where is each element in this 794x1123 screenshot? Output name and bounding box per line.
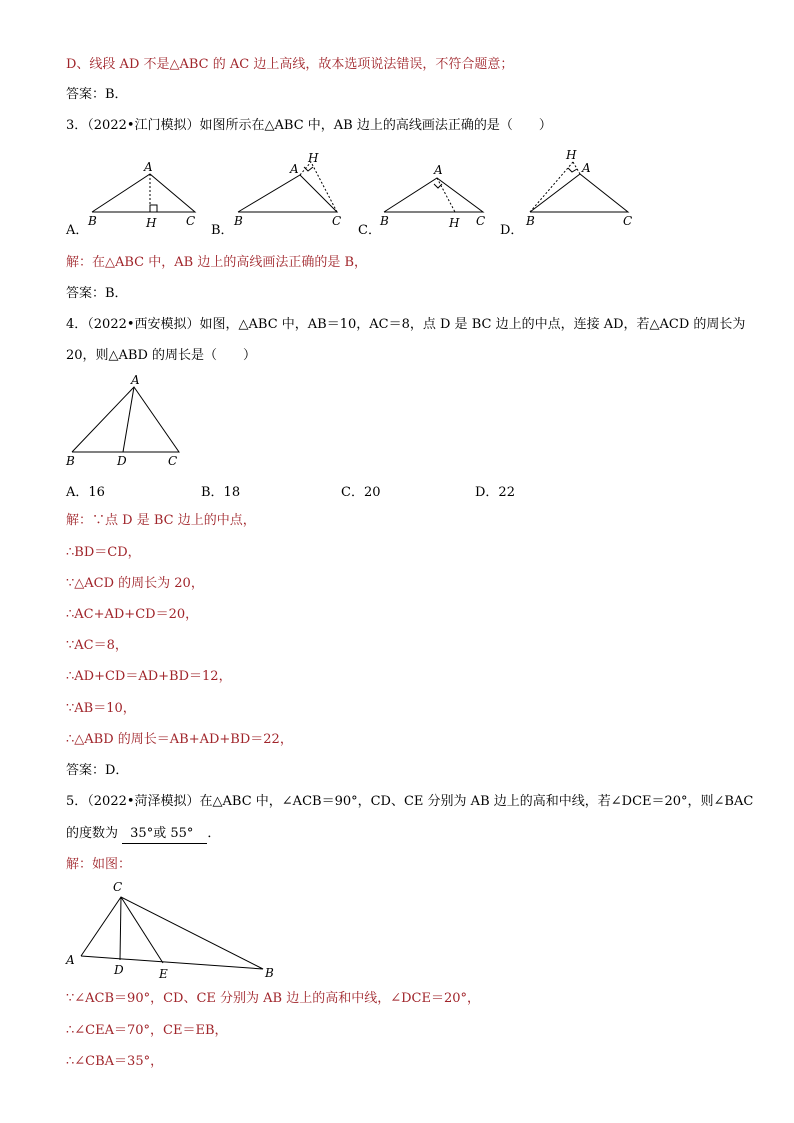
q3a-label-c: C: [186, 214, 196, 228]
q3-figure-b: [238, 162, 337, 212]
q3-figures: [0, 0, 794, 260]
q3-figure-d: [530, 162, 628, 212]
q5-stem-line2: [66, 825, 220, 844]
q4-label-c: C: [168, 454, 178, 468]
q5-label-a: A: [66, 953, 75, 967]
q4-solution-7: ∵AB＝10，: [66, 701, 136, 716]
q5-stem-line1: 5．（2022•菏泽模拟）在△ABC 中，∠ACB＝90°，CD、CE 分别为 AB 边上的高和中线，若∠DCE＝20°，则∠BAC: [66, 794, 754, 809]
q5-solution-1: ∵∠ACB＝90°，CD、CE 分别为 AB 边上的高和中线，∠DCE＝20°，: [66, 991, 481, 1006]
q3a-label-h: H: [146, 216, 157, 230]
q4-solution-4: ∴AC+AD+CD＝20，: [66, 607, 199, 622]
q5-label-c: C: [113, 880, 123, 894]
q3-option-b-label: B．: [211, 223, 234, 238]
q4-solution-5: ∵AC＝8，: [66, 638, 128, 653]
q3d-label-b: B: [526, 214, 535, 228]
q3c-label-h: H: [449, 216, 460, 230]
q3b-label-c: C: [332, 214, 342, 228]
q3-figure-c: [384, 178, 483, 212]
q3b-label-h: H: [308, 151, 319, 165]
q3d-label-h: H: [566, 148, 577, 162]
q3-solution: 解：在△ABC 中，AB 边上的高线画法正确的是 B，: [66, 255, 368, 270]
q5-solution-2: ∴∠CEA＝70°，CE＝EB，: [66, 1023, 228, 1038]
prev-option-d-text: D、线段 AD 不是△ABC 的 AC 边上高线，故本选项说法错误，不符合题意；: [66, 57, 514, 72]
q5-stem-prefix: 的度数为: [66, 826, 119, 841]
q4-answer: 答案：D．: [66, 763, 129, 778]
q4-solution-2: ∴BD＝CD，: [66, 545, 141, 560]
q3-option-c-label: C．: [358, 223, 381, 238]
q5-answer-blank: 35°或 55°: [122, 825, 207, 844]
q3d-label-a: A: [582, 161, 591, 175]
q4-option-a: A．16: [66, 485, 105, 500]
q4-label-a: A: [131, 373, 140, 387]
q4-figure: [0, 370, 794, 470]
q5-figure: [0, 875, 794, 985]
q4-option-c: C．20: [341, 485, 381, 500]
q3-answer: 答案：B．: [66, 286, 128, 301]
q4-stem-line2: 20，则△ABD 的周长是（ ）: [66, 348, 257, 363]
q5-label-b: B: [265, 966, 274, 980]
q3c-label-b: B: [380, 214, 389, 228]
q3d-label-c: C: [623, 214, 633, 228]
q5-label-e: E: [159, 967, 168, 981]
q4-solution-8: ∴△ABD 的周长＝AB+AD+BD＝22，: [66, 732, 293, 747]
q4-label-b: B: [66, 454, 75, 468]
q3b-label-b: B: [234, 214, 243, 228]
q4-solution-3: ∵△ACD 的周长为 20，: [66, 576, 204, 591]
q3a-label-a: A: [144, 160, 153, 174]
q4-label-d: D: [117, 454, 127, 468]
q5-label-d: D: [114, 963, 124, 977]
prev-answer: 答案：B．: [66, 87, 128, 102]
q3-stem: 3．（2022•江门模拟）如图所示在△ABC 中，AB 边上的高线画法正确的是（ ）: [66, 118, 552, 133]
q5-stem-suffix: ．: [207, 826, 221, 841]
q3a-label-b: B: [88, 214, 97, 228]
q4-solution-1: 解：∵点 D 是 BC 边上的中点，: [66, 513, 256, 528]
q4-option-d: D．22: [475, 485, 515, 500]
q4-stem-line1: 4．（2022•西安模拟）如图，△ABC 中，AB＝10，AC＝8，点 D 是 BC 边上的中点，连接 AD，若△ACD 的周长为: [66, 317, 746, 332]
q3-option-d-label: D．: [500, 223, 524, 238]
q5-solution-3: ∴∠CBA＝35°，: [66, 1054, 164, 1069]
q4-option-b: B．18: [201, 485, 241, 500]
q5-solution-0: 解：如图：: [66, 857, 132, 872]
q3c-label-c: C: [476, 214, 486, 228]
q3-option-a-label: A．: [66, 223, 89, 238]
q4-solution-6: ∴AD+CD＝AD+BD＝12，: [66, 669, 232, 684]
q3b-label-a: A: [290, 162, 299, 176]
q3-figure-a: [92, 174, 195, 212]
q3c-label-a: A: [434, 163, 443, 177]
